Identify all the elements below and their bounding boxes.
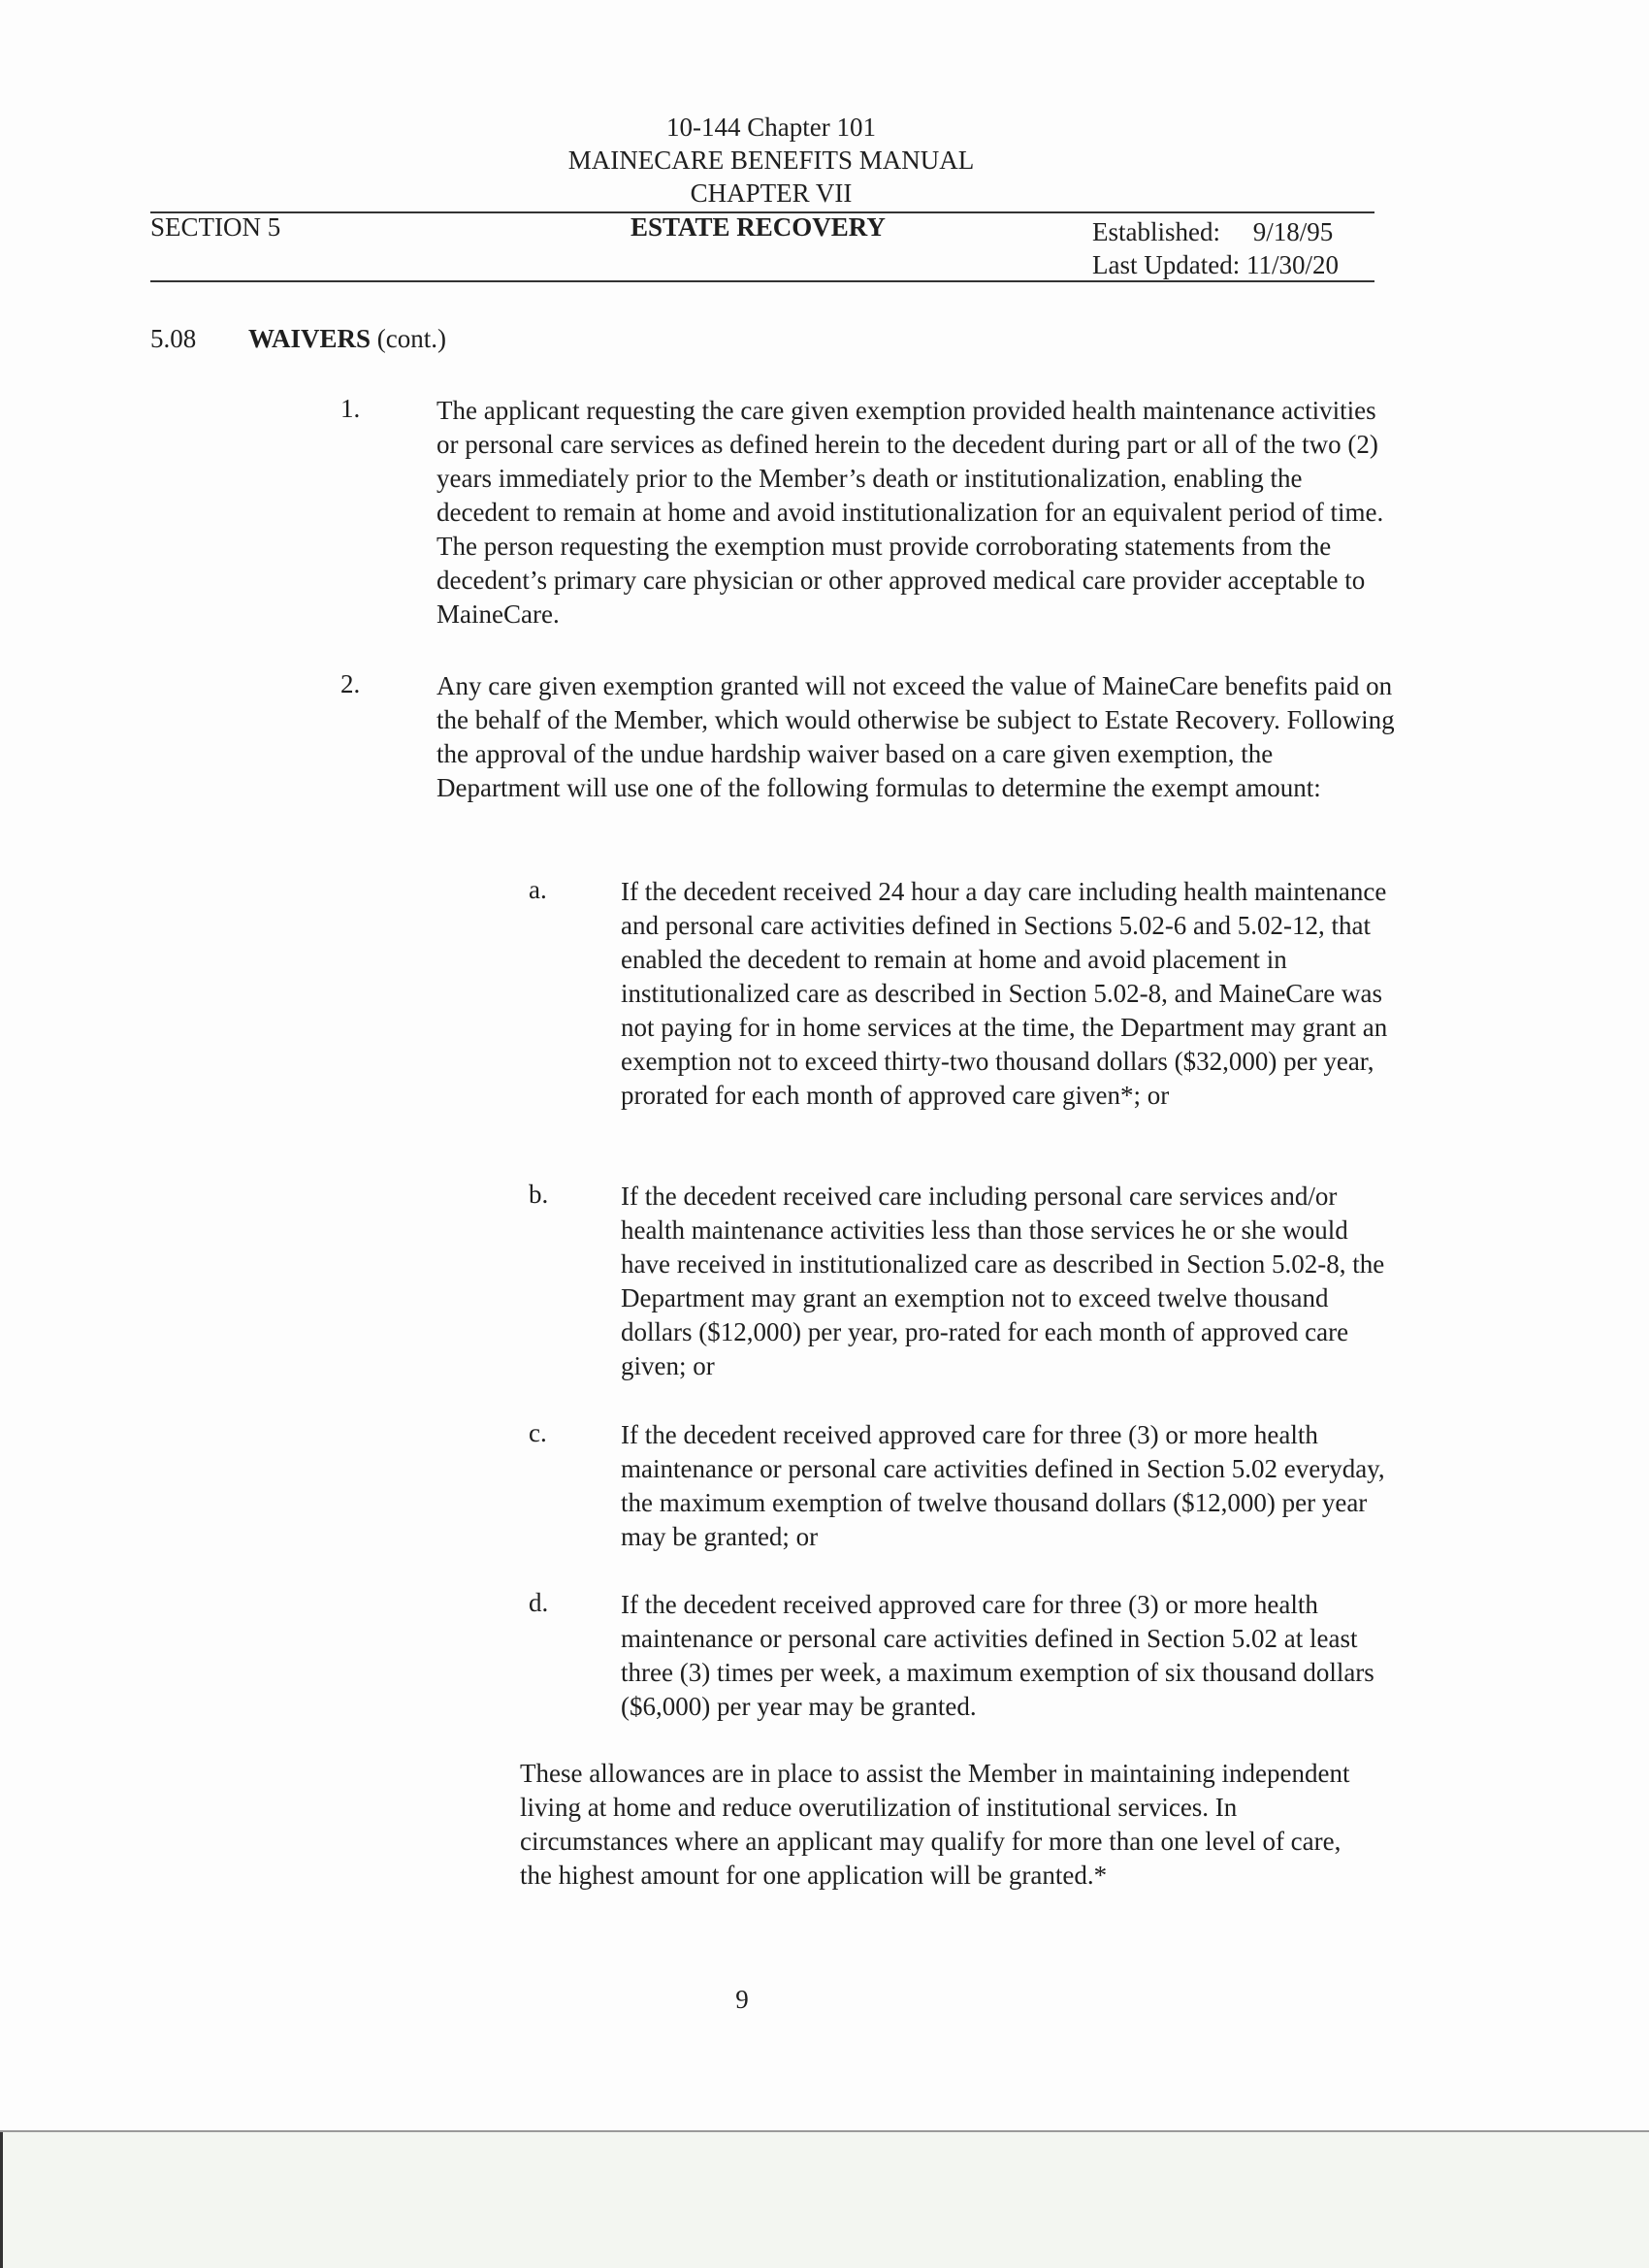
item-number: 1.: [340, 394, 361, 423]
section-label: SECTION 5: [150, 212, 281, 242]
revision-dates: [1092, 215, 1339, 281]
subitem-letter: a.: [529, 875, 547, 904]
last-updated-date: Last Updated: 11/30/20: [1092, 250, 1339, 279]
scan-background: [0, 2132, 1649, 2268]
subsection-title: WAIVERS: [248, 324, 372, 353]
item-text: The applicant requesting the care given exemption provided health maintenance activities or personal care services as defined herein to the decedent during part or all of the two (2) years immediately prior to the Member’s death or institutionalization, enabling the decedent to remain at home and avoid institutionalization for an equivalent period of time. The person requesting the exemption must provide corroborating statements from the decedent’s primary care physician or other approved medical care provider acceptable to MaineCare.: [436, 396, 1384, 629]
subitem-text: If the decedent received approved care for three (3) or more health maintenance or personal care activities defined in Section 5.02 at least three (3) times per week, a maximum exemption of six thousand dollars ($6,000) per year may be granted.: [621, 1590, 1374, 1721]
subitem-letter: d.: [529, 1588, 549, 1617]
subitem-text: If the decedent received 24 hour a day care including health maintenance and personal care activities defined in Sections 5.02-6 and 5.02-12, that enabled the decedent to remain at home and avoid placement in institutionalized care as described in Section 5.02-8, and MaineCare was not paying for in home services at the time, the Department may grant an exemption not to exceed thirty-two thousand dollars ($32,000) per year, prorated for each month of approved care given*; or: [621, 877, 1388, 1110]
chapter-code: 10-144 Chapter 101: [666, 113, 876, 142]
item-text: Any care given exemption granted will not exceed the value of MaineCare benefits paid on the behalf of the Member, which would otherwise be subject to Estate Recovery. Following the approval of the undue hardship waiver based on a care given exemption, the Department will use one of the following formulas to determine the exempt amount:: [436, 671, 1395, 802]
section-title: ESTATE RECOVERY: [630, 212, 886, 242]
closing-paragraph: These allowances are in place to assist the Member in maintaining independent living at home and reduce overutilization of institutional services. In circumstances where an applicant may qualify for more than one level of care, the highest amount for one application will be granted.*: [520, 1759, 1350, 1890]
chapter-number: CHAPTER VII: [690, 178, 853, 208]
subitem-text: If the decedent received care including personal care services and/or health maintenance activities less than those services he or she would have received in institutionalized care as described in Section 5.02-8, the Department may grant an exemption not to exceed twelve thousand dollars ($12,000) per year, pro-rated for each month of approved care given; or: [621, 1182, 1385, 1380]
subsection-number: 5.08: [150, 324, 197, 353]
header-bottom-rule: [150, 280, 1374, 282]
page-number: 9: [735, 1985, 749, 2014]
subsection-title-suffix: (cont.): [371, 324, 447, 353]
manual-title: MAINECARE BENEFITS MANUAL: [567, 146, 975, 175]
item-number: 2.: [340, 669, 361, 698]
established-date: Established: 9/18/95: [1092, 217, 1334, 246]
subsection-heading: [248, 324, 446, 354]
subitem-text: If the decedent received approved care for three (3) or more health maintenance or personal care activities defined in Section 5.02 everyday, the maximum exemption of twelve thousand dollars ($12,000) per year may be granted; or: [621, 1420, 1385, 1551]
subitem-letter: c.: [529, 1418, 547, 1447]
subitem-letter: b.: [529, 1180, 549, 1209]
scan-edge: [0, 2132, 3, 2268]
